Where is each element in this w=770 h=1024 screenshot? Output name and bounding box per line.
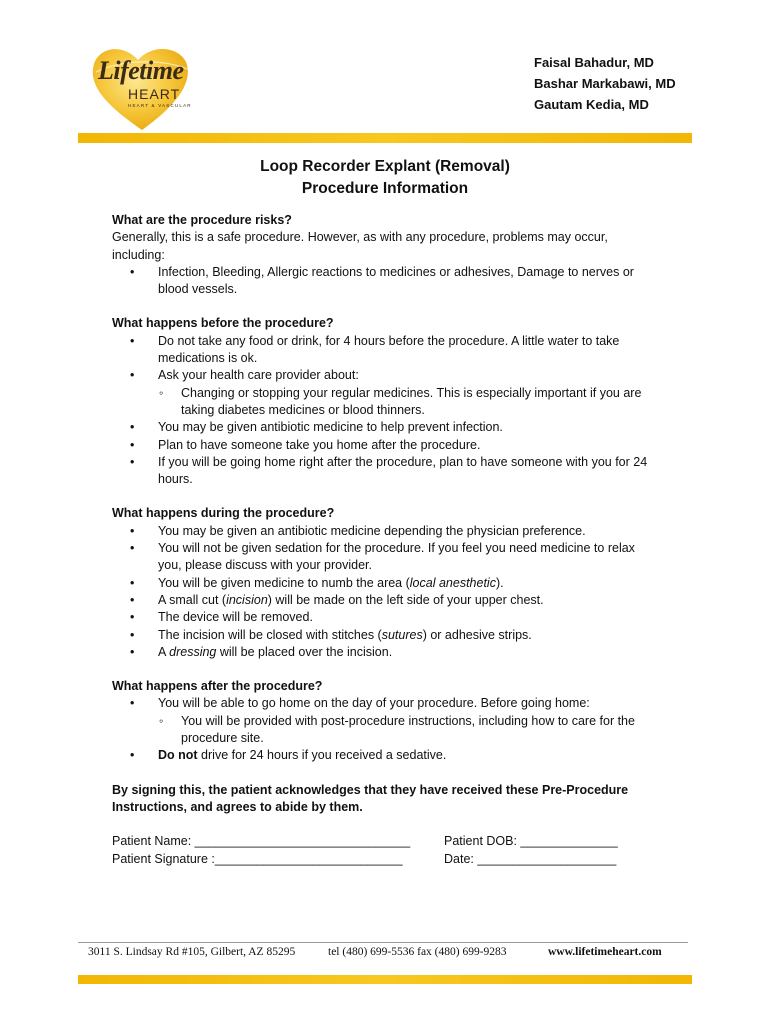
patient-name-field: Patient Name: _______________________________ [112, 834, 411, 849]
during-list [112, 523, 652, 661]
section-heading-after: What happens after the procedure? [112, 679, 323, 694]
footer [88, 946, 662, 958]
footer-phone: tel (480) 699-5536 fax (480) 699-9283 [328, 946, 507, 958]
footer-website: www.lifetimeheart.com [548, 946, 662, 958]
document-subtitle: Procedure Information [301, 180, 469, 197]
document-body [112, 212, 652, 868]
sub-list [158, 385, 652, 420]
list-item: • Plan to have someone take you home after the procedure. [158, 437, 652, 454]
section-heading-risks: What are the procedure risks? [112, 213, 292, 227]
list-item: • The incision will be closed with stitches (sutures) or adhesive strips. [158, 627, 652, 644]
footer-address: 3011 S. Lindsay Rd #105, Gilbert, AZ 85295 [88, 946, 296, 958]
sub-list-item: ◦ Changing or stopping your regular medicines. This is especially important if you are taking diabetes medicines or blood thinners. [181, 385, 652, 420]
risks-intro: Generally, this is a safe procedure. However, as with any procedure, problems may occur, including: [112, 230, 608, 262]
footer-gold-bar [78, 975, 692, 984]
list-item: • You may be given antibiotic medicine to help prevent infection. [158, 419, 652, 436]
patient-signature-field: Patient Signature :___________________________ [112, 851, 403, 866]
list-item: • Infection, Bleeding, Allergic reactions to medicines or adhesives, Damage to nerves or blood vessels. [158, 264, 652, 299]
physician-name: Gautam Kedia, MD [534, 97, 649, 112]
before-list [112, 333, 652, 489]
patient-dob-field: Patient DOB: ______________ [444, 834, 618, 849]
document-title-block [0, 156, 770, 200]
sub-list [158, 713, 652, 748]
list-item: • You will not be given sedation for the procedure. If you feel you need medicine to relax you, please discuss with your provider. [158, 540, 652, 575]
header-divider [78, 133, 692, 143]
physician-list [534, 52, 676, 115]
signature-row [112, 851, 652, 868]
logo-tagline: HEART & VASCULAR [128, 103, 192, 108]
date-field: Date: ____________________ [444, 851, 617, 866]
risks-list [112, 264, 652, 299]
list-item: • You may be given an antibiotic medicine depending the physician preference. [158, 523, 652, 540]
after-list [112, 695, 652, 764]
section-heading-during: What happens during the procedure? [112, 506, 335, 521]
physician-name: Faisal Bahadur, MD [534, 55, 654, 70]
acknowledgement-statement: By signing this, the patient acknowledges that they have received these Pre-Procedure Instructions, and agrees to abide by them. [112, 782, 629, 814]
list-item: • The device will be removed. [158, 609, 652, 626]
list-item: • Ask your health care provider about: ◦ Changing or stopping your regular medicines. This is especially important if you are taking diabetes medicines or blood thinners. [158, 367, 652, 419]
logo-heart-text: HEART [128, 86, 181, 102]
logo-wordmark: Lifetime [98, 56, 184, 85]
list-item: • You will be given medicine to numb the area (local anesthetic). [158, 575, 652, 592]
list-item: • If you will be going home right after the procedure, plan to have someone with you for 24 hours. [158, 454, 652, 489]
list-item: • Do not drive for 24 hours if you received a sedative. [158, 747, 652, 764]
sub-list-item: ◦ You will be provided with post-procedure instructions, including how to care for the procedure site. [181, 713, 652, 748]
document-title: Loop Recorder Explant (Removal) [260, 158, 510, 175]
list-item: • Do not take any food or drink, for 4 hours before the procedure. A little water to take medications is ok. [158, 333, 652, 368]
signature-row [112, 833, 652, 850]
list-item: • A dressing will be placed over the incision. [158, 644, 652, 661]
list-item: • A small cut (incision) will be made on the left side of your upper chest. [158, 592, 652, 609]
footer-divider [78, 942, 688, 943]
list-item: • You will be able to go home on the day of your procedure. Before going home: ◦ You will be provided with post-procedure instructions, including how to care for the procedure site. [158, 695, 652, 747]
section-heading-before: What happens before the procedure? [112, 316, 334, 331]
physician-name: Bashar Markabawi, MD [534, 76, 676, 91]
